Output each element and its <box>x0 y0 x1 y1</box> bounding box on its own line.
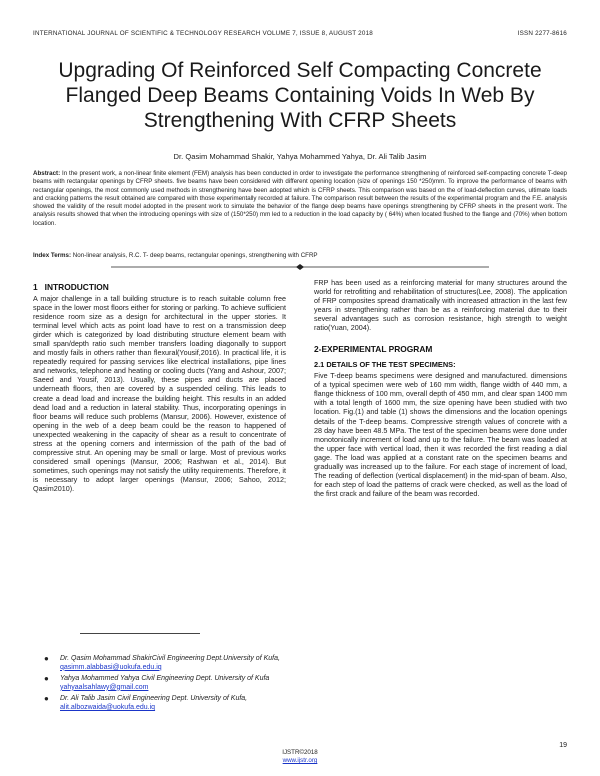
email-link[interactable]: yahyaalsahlawy@gmail.com <box>60 683 149 691</box>
author-footnotes <box>44 655 280 716</box>
footnote-item <box>44 695 280 712</box>
bullet-icon: ● <box>44 654 49 663</box>
footnote-rule <box>80 633 200 634</box>
page-footer <box>0 749 600 765</box>
section-1-number: 1 <box>33 282 38 292</box>
index-terms-text: Non-linear analysis, R.C. T- deep beams, rectangular openings, strengthening with CFRP <box>72 252 318 259</box>
frp-intro-paragraph: FRP has been used as a reinforcing material for many structures around the world for retrofitting and rehabilitation of structures(Lee, 2008). The application of FRP composites spread dramatically with increased attraction in the last few years in strengthening rather than be as a reinforcing material due to their several advantages such as corrosion resistance, high strength to weight ratio(Yuan, 2004). <box>314 278 567 333</box>
section-2-title: EXPERIMENTAL PROGRAM <box>321 344 433 355</box>
journal-header: INTERNATIONAL JOURNAL OF SCIENTIFIC & TECHNOLOGY RESEARCH VOLUME 7, ISSUE 8, AUGUST 2018 <box>33 30 373 37</box>
abstract-label: Abstract: <box>33 170 61 177</box>
subsection-2-1-number: 2.1 <box>314 360 325 370</box>
bullet-icon: ● <box>44 674 49 684</box>
page-number: 19 <box>559 742 567 749</box>
abstract-text: In the present work, a non-linear finite element (FEM) analysis has been conducted in order to investigate the performance strengthening of reinforced self-compacting concrete T-deep beams with rectangular openings by CFRP sheets. five beams have been considered with different opening location (size of openings 150 *250)mm. To improve the performance of beams with rectangular openings, the most commonly used methods in strengthening have been adopted which is CFRP sheets. This comparison was based on the of load-deflection curves, ultimate loads and cracking patterns the result obtained are compared with those experimentally recorded at failure. The comparison result between the results of the experimental program and the F.E. analysis showed the validity of the result model adopted in the present work to simulate the behavior of the flange deep beams have openings strengthening by CFRP sheets in the present work. The analysis results showed that when the introducing openings with size of (150*250) mm led to a reduction in the load capacity by ( 64%) when located flushed to the flange and (70%) when bottom location. <box>33 170 567 227</box>
journal-url-link[interactable]: www.ijstr.org <box>282 757 318 764</box>
footnote-item <box>44 675 280 692</box>
issn-header: ISSN 2277-8616 <box>517 30 567 37</box>
section-divider <box>33 264 567 270</box>
section-2-body: Five T-deep beams specimens were designed and manufactured. dimensions of a typical specimen were web of 160 mm width, flange width of 440 mm, a flange thickness of 100 mm, overall depth of 450 mm, and clear span 1400 mm with a total length of 1600 mm, the size opening have been studied with two location. Fig.(1) and table (1) shows the dimensions and the location openings details of the T-deep beams. Compressive strength values of concrete with a 28 day have been 48.5 MPa. The test of the specimen beams were done under monotonically increment of load and up to the failure. The beam was loaded at the upper face with vertical load, then it was recorded the first reading a dial gage. The load was applied at a constant rate on the specimen beams and gradually was increased up to the failure. For each stage of increment of load, The reading of deflection (vertical displacement) in the mid-span of beam. Also, for each step of load the patterns of crack were checked, as well as the load of the first crack and failure of the beam was recorded. <box>314 371 567 498</box>
section-2-heading <box>314 344 567 354</box>
section-1-heading <box>33 282 286 292</box>
subsection-2-1-title: DETAILS OF THE TEST SPECIMENS: <box>326 360 456 370</box>
right-column <box>314 278 567 498</box>
index-terms <box>33 252 567 259</box>
abstract <box>33 170 567 228</box>
footnote-text: Dr. Ali Talib Jasim Civil Engineering Dept. University of Kufa, <box>60 695 248 703</box>
section-1-body: A major challenge in a tall building structure is to reach suitable column free space in the lower most floors either for storing or parking. To achieve sufficient residence room size as a design for architectural in the upper stories. It terminal level which acts as point load have to rest on a transmission deep girder which is categorized by load distributing structure element beam with small span/depth ratio such member transfers loading diagonally to support and mostly fails in others rather than flexural(Yousif,2016). In practical life, it is repeatedly required for passing services like electrical installations, pipe lines and networks, telephone and heating or cooling ducts (Yang and Ashour, 2007; Saeed and Yousif, 2013). Usually, these pipes and ducts are placed underneath floors, then are covered by a suspended ceiling. This leads to create a dead load and increase the building height. This results in an added dead load and a reduction in lateral stability. Thus, incorporating openings in floor beams will reduce such problems (Mansur, 2006). However, existence of opening in the web of a deep beam could be the reason to happened of unexpected weakening in the capacity of shear as a result to concentrate of stress at the opening corners and intermission of the path of the bad of compressive strut. An opening may be small or large. Most of previous works considered small openings (Mansur, 2006; Rashwan et al., 2014). But sometimes, such openings may not satisfy the utility requirements. Therefore, it is necessary to adopt larger openings (Mansur, 2006; Sahoo, 2012; Qasim2010). <box>33 294 286 493</box>
email-link[interactable]: qasimm.alabbasi@uokufa.edu.iq <box>60 663 162 671</box>
section-1-title: INTRODUCTION <box>44 282 109 292</box>
paper-title: Upgrading Of Reinforced Self Compacting Concrete Flanged Deep Beams Containing Voids In Web By Strengthening With CFRP Sheets <box>58 59 542 132</box>
footnote-text: Yahya Mohammed Yahya Civil Engineering Dept. University of Kufa <box>60 675 270 683</box>
index-terms-label: Index Terms: <box>33 252 72 259</box>
left-column <box>33 282 286 493</box>
email-link[interactable]: alit.albozwaida@uokufa.edu.iq <box>60 703 156 711</box>
footnote-text: Dr. Qasim Mohammad ShakirCivil Engineering Dept.University of Kufa, <box>60 655 280 662</box>
bullet-icon: ● <box>44 694 49 704</box>
section-2-number: 2- <box>314 344 322 355</box>
authors: Dr. Qasim Mohammad Shakir, Yahya Mohammed Yahya, Dr. Ali Talib Jasim <box>173 152 427 161</box>
footnote-item <box>44 655 280 672</box>
subsection-2-1-heading <box>314 360 567 369</box>
copyright: IJSTR©2018 <box>282 749 318 756</box>
